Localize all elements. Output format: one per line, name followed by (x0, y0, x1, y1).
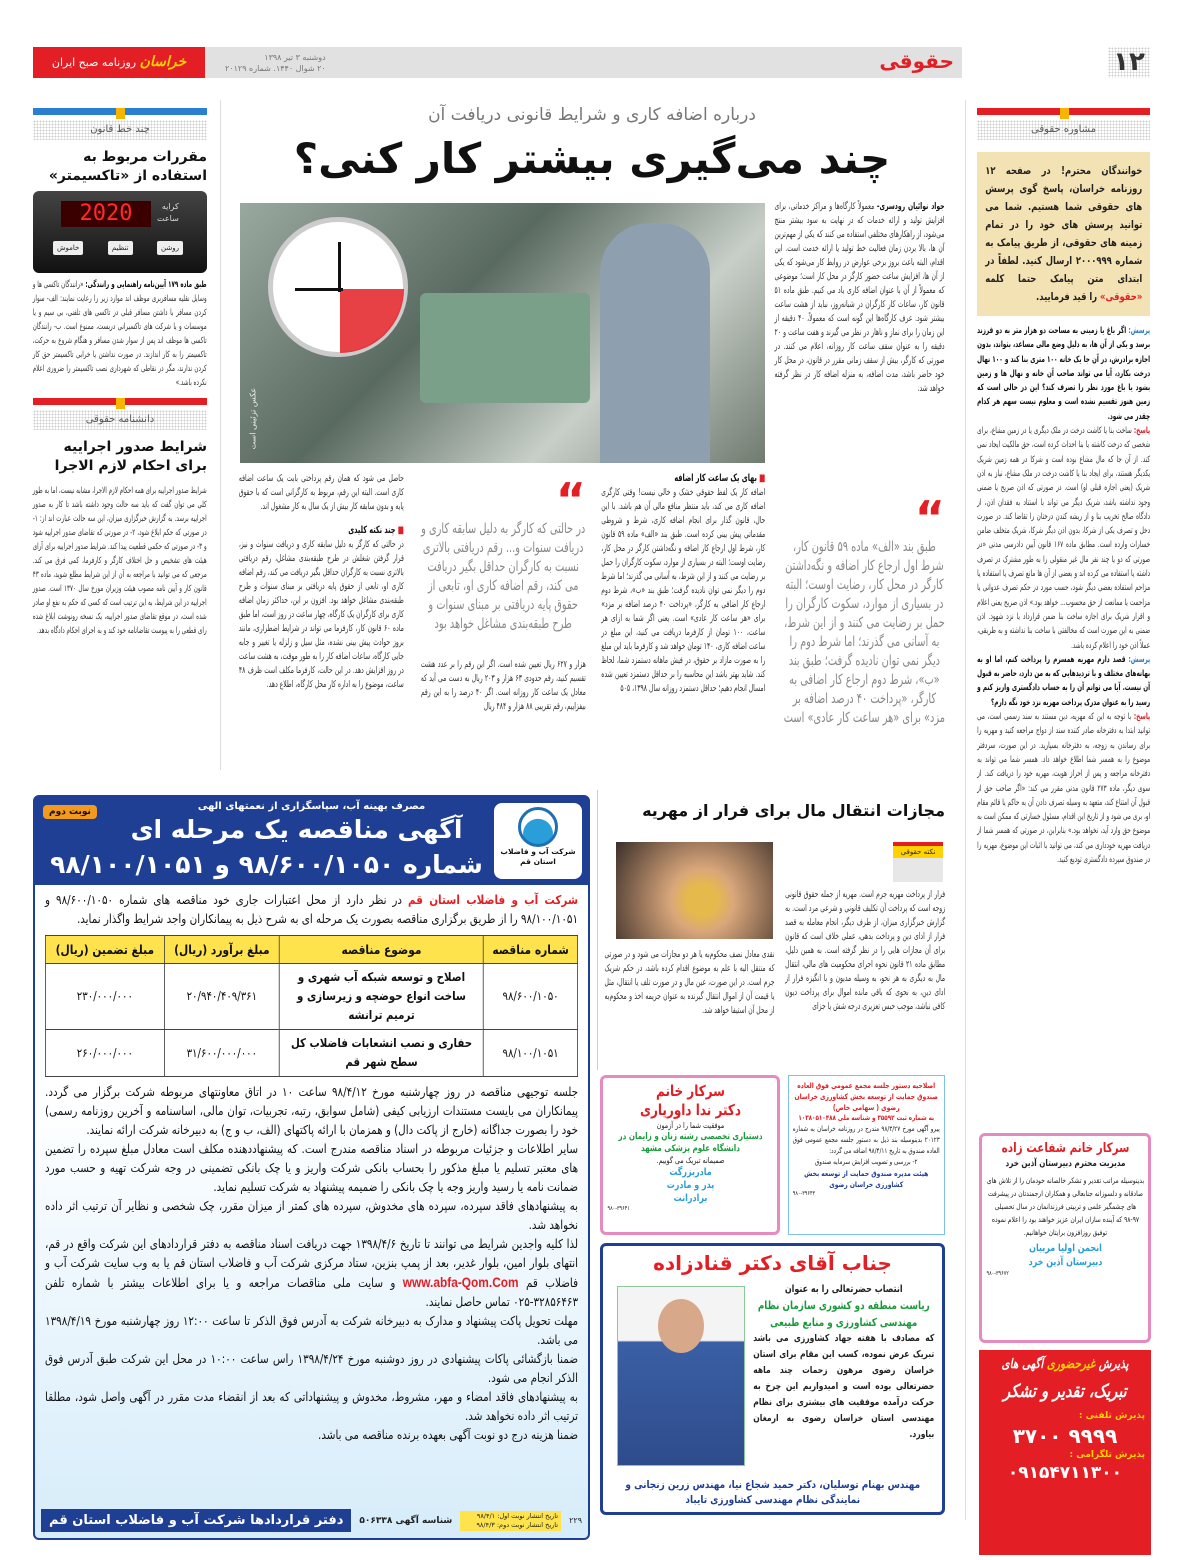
contracts-office: دفتر قراردادها شرکت آب و فاضلاب استان قم (41, 1509, 351, 1532)
author: جواد نوائیان رودسری- (877, 201, 945, 212)
banner-text: پذیرش (1095, 1357, 1129, 1372)
page-number-box (1108, 47, 1150, 78)
headline-enforcement: شرایط صدور اجراییه برای احکام لازم الاجرا (54, 439, 207, 474)
table-cell: ۲۰/۹۴۰/۴۰۹/۳۶۱ (164, 964, 279, 1030)
ad-acceptance-banner (979, 1350, 1151, 1555)
ad-line: برادرانت (673, 1193, 707, 1204)
banner-text: تبریک، تقدیر و تشکر (1003, 1381, 1127, 1402)
pull-quote: طبق بند «الف» ماده ۵۹ قانون کار، شرط اول ارجاع کار اضافه و نگه‌داشتن کارگر در محل کار، رضایت اوست؛ البته در بسیاری از موارد، سکوت کارگران را حمل بر رضایت می کنند و از این شرط، به آسانی می گذرند؛ اما شرط دوم را دیگر نمی توان نادیده گرفت؛ طبق بند «ب»، شرط دوم ارجاع کار اضافی به کارگر، «پرداخت ۴۰ درصد اضافه بر مزد» برای «هر ساعت کار عادی» است (783, 539, 945, 726)
column-header: مبلغ تضمین (ریال) (45, 936, 164, 964)
ad-line: دکتر ندا داوریاری (639, 1101, 741, 1119)
ad-title: اصلاحیه دستور جلسه مجمع عمومی فوق العاده صندوق حمایت از توسعه بخش کشاورزی خراسان رضوی ( سهامی خاص) (794, 1081, 939, 1112)
right-column (977, 108, 1150, 867)
section-label: چند خط قانون (33, 120, 207, 140)
ad-code: ۹۸۰-۳۹۶۴۱ (607, 1205, 630, 1212)
machine-shape (420, 293, 590, 403)
subheading: چند نکته کلیدی (348, 525, 396, 536)
photo-credit: عکس تزئینی است (248, 387, 258, 450)
portrait-photo (617, 1286, 745, 1466)
column-header: شماره مناقصه (483, 936, 577, 964)
question-text: اگر باغ یا زمینی به مساحت دو هزار متر به دو فرزند برسد و یکی از آن ها، به دلیل وضع مالی مساعد، بتواند، بدون اجازه برادرش، در آن جا یک خانه ۱۰۰ متری بنا کند و ۱۰۰ نهال درخت بکارد، آیا می تواند صاحب آن خانه و نهال ها و زمین بشود یا باغ مورد نظر را تصرف کند؟ این در حالی است که زمین هنوز تقسیم نشده است و معلوم نیست سهم هر کدام چقدر می شود. (977, 326, 1150, 422)
ad-line: ریاست منطقه دو کشوری سازمان نظام مهندسی کشاورزی و منابع طبیعی (757, 1299, 930, 1329)
article-photo (240, 203, 765, 463)
ad-body: پیرو آگهی مورخ ۹۸/۳/۲۷ مندرج در روزنامه خراسان به شماره ۲۰۱۲۳ بدینوسیله بند ذیل به دستور جلسه مجمع عمومی فوق العاده صندوق به تاریخ ۹۸/۴/۱۱ اضافه می گردد: (793, 1125, 940, 1155)
phone-number: ۳۷۰۰ ۹۹۹۹ (1012, 1424, 1118, 1448)
article-kicker: درباره اضافه کاری و شرایط قانونی دریافت آن (428, 105, 756, 125)
banner-highlight: غیرحضوری (1046, 1357, 1096, 1372)
ad-line: مدیریت محترم دبیرستان آذین خرد (1005, 1159, 1125, 1169)
tender-paragraph: مهلت تحویل پاکت پیشنهاد و مدارک به دبیرخانه شرکت به آدرس فوق الذکر تا ساعت ۱۲:۰۰ روز چهارشنبه مورخ ۱۳۹۸/۴/۱۹ می باشد. (45, 1314, 578, 1347)
taximeter-label: کرایه (161, 202, 179, 211)
column-divider (597, 790, 598, 1070)
question-label: پرسش: (1128, 654, 1151, 665)
lead-text: طبق ماده ۱۷۹ آیین‌نامه راهنمایی و رانندگی: (85, 280, 207, 290)
mahrieh-title: مجازات انتقال مال برای فرار از مهریه (642, 801, 945, 820)
section-bar (33, 108, 207, 115)
taximeter-button: روشن (157, 241, 183, 255)
body-text: نقدی معادل نصف محکوم‌به یا هر دو مجازات می شود و در صورتی که منتقل الیه با علم به موضوع اقدام کرده باشد، در حکم شریک جرم است. در این صورت، عین مال و در صورت تلف یا انتقال، مثل یا قیمت آن از اموال انتقال گیرنده به عنوان جریمه اخذ و محکوم‌به از محل آن استیفا خواهد شد. (605, 949, 775, 1016)
question-text: قصد دارم مهریه همسرم را پرداخت کنم، اما او به بهانه‌های مختلف و با تردیدهایی که به من دارد، حاضر به قبول آن نیست. آیا می توانم آن را به حساب دادگستری واریز کنم و رسید را به عنوان مدرک پرداخت مهریه نزد خود نگه دارم؟ (977, 654, 1150, 708)
table-row (45, 1030, 577, 1077)
article-title: چند می‌گیری بیشتر کار کنی؟ (293, 134, 891, 183)
ad-line: صمیمانه تبریک می گوییم. (656, 1156, 724, 1165)
water-drop-icon (518, 807, 558, 847)
table-row (45, 964, 577, 1030)
issue-date: دوشنبه ۳ تیر ۱۳۹۸ (264, 53, 326, 62)
round-badge: نوبت دوم (43, 805, 97, 819)
paper-name: خراسان (139, 54, 187, 70)
section-title: حقوقی (879, 49, 954, 73)
section-label: دانشنامه حقوقی (33, 410, 207, 430)
body-text: حاصل می شود که همان رقم پرداختی بابت یک ساعت اضافه کاری است. البته این رقم، مربوط به کارگرانی است که با حقوق پایه و بدون سابقه کار بیش از یک سال به کار مشغول اند. (239, 473, 404, 512)
phone-label: پذیرش تلفنی : (1078, 1411, 1145, 1421)
ad-line: دستیاری تخصصی رشته زنان و زایمان در دانشگاه علوم پزشکی مشهد (617, 1132, 763, 1154)
publish-dates: تاریخ انتشار نوبت اول: ۹۸/۴/۱ تاریخ انتشار نوبت دوم: ۹۸/۴/۳ (460, 1511, 561, 1531)
tender-paragraph: به پیشنهادهای فاقد سپرده، سپرده های مخدوش، سپرده های کمتر از میزان مقرر، چک شخصی و نظایر آن ترتیب اثر داده نخواهد شد. (45, 1199, 578, 1232)
table-cell: ۲۶۰/۰۰۰/۰۰۰ (45, 1030, 164, 1077)
tender-paragraph: و سایت ملی مناقصات مراجعه و یا برای اطلاعات بیشتر با شماره تلفن ۳۲۸۵۶۴۶۳-۰۲۵ تماس حاصل نمایند. (45, 1276, 578, 1309)
answer-text: با توجه به این که مهریه، دین مستند به سند رسمی است، می توانید ابتدا به دفترخانه صادر کننده سند از دواج مراجعه کنید و مهریه را برای رساندن به زوجه، به دفترخانه بسپارید. در این صورت، سردفتر موضوع را به همسر شما اطلاع خواهد داد. همسر شما می تواند به دفترخانه مراجعه و پس از احراز هویت، مهریه خود را دریافت کند. از سوی دیگر، ماده ۲۷۳ قانون مدنی مقرر می کند: «اگر صاحب حق از قبول آن امتناع کند، متعهد به وسیله تصرف دادن آن به حاکم یا قائم مقام او، بری می شود و از تاریخ این اقدام، مسئول خسارتی که ممکن است به موضوع حق وارد آید، نخواهد بود.» بنابراین، در صورتی که همسر شما از دریافت مهریه خودداری می کند، می توانید با اثبات این موضوع، مهریه را در صندوق سپرده دادگستری تودیع کنید. (977, 712, 1150, 865)
table-cell: ۲۳۰/۰۰۰/۰۰۰ (45, 964, 164, 1030)
ad-code: ۹۸۰-۳۹۶۴۳ (793, 1190, 816, 1197)
notice-keyword: «حقوقی» (1099, 291, 1142, 303)
ad-line: به شماره ثبت ۳۵۵۹۲ و شناسه ملی ۱۰۳۸۰۵۱۰۴۸۸ (798, 1114, 935, 1122)
congrats-ad-ghanadzadeh (600, 1243, 945, 1515)
ad-line: مادربزرگت (668, 1167, 712, 1178)
notice-text: را قید فرمایید. (1035, 291, 1100, 303)
left-column (33, 108, 207, 638)
banner-text: آگهی های (1001, 1357, 1047, 1372)
body-text: اضافه کار یک لفظ حقوقی خشک و خالی نیست! وقتی کارگری اضافه کاری می کند، باید منتظر منافع مالی آن هم باشد. با این حال، قانون گذار برای انجام اضافه کاری، شرط و شروطی مقدماتی پیش بینی کرده است. طبق بند «الف» ماده ۵۹ قانون کار، شرط اول ارجاع کار اضافه و نگه‌داشتن کارگر در محل کار، رضایت اوست؛ البته در بسیاری از موارد، سکوت کارگران را حمل بر رضایت می کنند و از این شرط، به آسانی می گذرند؛ اما شرط دوم را دیگر نمی توان نادیده گرفت؛ طبق بند «ب»، شرط دوم ارجاع کار اضافی به کارگر، «پرداخت ۴۰ درصد اضافه بر مزد» برای «هر ساعت کار عادی» است. یعنی اگر شما به ازای هر ساعت، ۱۰۰ تومان از کارفرما دریافت می کنید، این مبلغ در ساعت اضافه کاری، ۱۴۰ تومان خواهد شد و کارفرما باید این مبلغ را به صورت مازاد بر حقوق، در فیش ماهانه دستمزد شما، لحاظ کند. شاید بهتر باشد این محاسبه را بر حداقل دستمزد تعیین شده امسال انجام دهیم؛ حداقل دستمزد روزانه سال ۱۳۹۸، ۵۰۵ (601, 487, 766, 694)
thanks-ad-shafaat (979, 1133, 1151, 1343)
answer-label: پاسخ: (1133, 426, 1151, 437)
masthead-logo (33, 47, 205, 78)
body-text: «رانندگان تاکسی ها و وسایل نقلیه مسافربری موظف اند موارد زیر را رعایت نمایند: الف- سوار کردن مسافر با داشتن مسافر قبلی در تاکسی های تلفنی، بی سیم و یا موسسات و یا شرکت های تاکسیرانی دربست، ممنوع است. ب- رانندگان تاکسی ها موظف اند پس از سوار شدن مسافر و هنگام شروع به حرکت، تاکسیمتر را به کار اندازند. در صورت نداشتن یا خرابی تاکسیمتر حق کار کردن ندارند، مگر در نقاطی که شهرداری نصب تاکسیمتر را ضروری اعلام نکرده باشد.» (33, 280, 207, 388)
tender-footer (35, 1505, 588, 1538)
tender-paragraph: جلسه توجیهی مناقصه در روز چهارشنبه مورخ ۹۸/۴/۱۲ ساعت ۱۰ در اتاق معاونتهای مربوطه شرکت برگزار می گردد. پیمانکاران می بایست مستندات ارزیابی کیفی (شامل سوابق، رتبه، تجربیات، توان مالی، اساسنامه و آخرین روزنامه رسمی) خود را بصورت جداگانه (خارج از پاکت دال) و همزمان با ارائه پاکتهای (الف، ب و ج) به دبیرخانه شرکت ارائه نمایند. (45, 1085, 579, 1137)
subheading: بهای یک ساعت کار اضافه (674, 473, 757, 484)
answer-text: ساخت بنا یا کاشت درخت در ملک دیگری یا در زمین مشاع، برای شخصی که درخت کاشته یا بنا احداث کرده است، حق مالکیت ایجاد نمی کند. از آن جا که مال مشاع بوده است و شرکا در همه زمین شریک یکدیگر هستند، برای ایجاد بنا یا کاشت درخت در ملک مشاع، نیاز به اذن شریک (یعنی اجازه قبلی او) است. در صورتی که اذن صریح یا ضمنی وجود نداشته باشد، شریک دیگر می تواند با استناد به فقدان اذن، از دادگاه صالح تخریب بنا و از ریشه کندن درختان را تقاضا کند. در صورت دخل و تصرف یکی از شرکا، بدون اذن دیگر شرکا، شریک متخلف ضامن خسارات وارده است. مطابق ماده ۱۶۷ قانون آیین دادرسی مدنی «در صورتی که دو یا چند نفر مال غیر منقولی را به طور مشترک در تصرف داشته یا استفاده می کرده اند و بعضی از آن ها مانع تصرف یا استفاده یا مزاحم استفاده بعضی دیگر شود، حسب مورد در حکم تصرف عدوانی یا مزاحمت یا ممانعت از حق محسوب... خواهد بود.» اذن صریح یعنی اعلام و اقرار شریک برای اجازه ساخت بنا ضمن قرارداد یا نزد شهود. اذن ضمنی به این صورت است که مخالفتی با ساخت بنا نداشته و به طریقی، عملاً اذن خود را اعلام کرده باشد. (977, 426, 1151, 651)
slogan: مصرف بهینه آب، سپاسگزاری از نعمتهای الهی (197, 801, 426, 812)
ad-line: سرکار خانم (655, 1082, 725, 1100)
body-text: در حالتی که کارگر به دلیل سابقه کاری و دریافت سنوات و نیز، قرار گرفتن شغلش در طرح طبقه‌بندی مشاغل، رقم دریافتی بالاتری نسبت به کارگران حداقل بگیر دریافت می کند، رقم اضافه کاری او، تابعی از حقوق پایه دریافتی بر مبنای سنوات و طرح طبقه‌بندی مشاغل خواهد بود. افزون بر این، حداکثر زمان اضافه کاری برای کارگران یک کارگاه، چهار ساعت در روز است، اما طبق ماده ۶۰ قانون کار، کارفرما می تواند در شرایط اضطراری، مانند بروز حوادث پیش بینی نشده، مثل سیل و زلزله یا تغییر و جابه جایی کارگاه، ساعات اضافه کار را به طور موقت، به هشت ساعت در روز افزایش دهد. در این حالت، کارفرما مکلف است ظرف ۴۸ ساعت، موضوع را به اداره کار محل کارگاه، اطلاع دهد. (239, 539, 405, 690)
website-link[interactable]: www.abfa-Qom.Com (402, 1274, 519, 1290)
ad-signature: هیئت مدیره صندوق حمایت از توسعه بخش کشاورزی خراسان رضوی (804, 1169, 929, 1189)
coins-photo (616, 842, 773, 939)
quote-icon: “ (914, 491, 945, 545)
ad-signature: انجمن اولیا مربیان (1028, 1243, 1102, 1254)
pull-quote: در حالتی که کارگر به دلیل سابقه کاری و دریافت سنوات و... رقم دریافتی بالاتری نسبت به کارگران حداقل بگیر دریافت می کند، رقم اضافه کاری او، تابعی از حقوق پایه دریافتی بر مبنای سنوات و طرح طبقه‌بندی مشاغل خواهد بود (421, 521, 586, 632)
tender-title: آگهی مناقصه یک مرحله ای (130, 815, 463, 844)
company-name: شرکت آب و فاضلاب استان قم (407, 893, 578, 907)
tag-label: نکته حقوقی (893, 846, 943, 858)
header-bar (205, 47, 962, 78)
column-divider (220, 100, 221, 770)
table-cell: ۹۸/۶۰۰/۱۰۵۰ (483, 964, 577, 1030)
tender-paragraph: لذا کلیه واجدین شرایط می توانند تا تاریخ ۱۳۹۸/۴/۶ جهت دریافت اسناد مناقصه به دفتر قراردادهای این شرکت واقع در قم، انتهای بلوار امین، بلوار غدیر، بعد از پمپ بنزین، ستاد مرکزی شرکت آب و فاضلاب استان قم یا به وب سایت شرکت آب و فاضلاب قم (45, 1237, 579, 1290)
ad-signature: مهندس بهنام توسلیان، دکتر حمید شجاع نیا، مهندس زرین زنجانی و نمایندگی نظام مهندسی کشاورزی تایباد (625, 1479, 920, 1506)
ad-signature: دبیرستان آذین خرد (1028, 1257, 1102, 1268)
issue-number: ۲۰ شوال ۱۴۴۰. شماره ۲۰۱۲۹ (225, 64, 326, 73)
page-number: ۱۲ (1113, 47, 1145, 77)
ad-body: بدینوسیله مراتب تقدیر و تشکر خالصانه خودمان را از تلاش های صادقانه و دلسوزانه جنابعالی و همکاران ارجمندتان در پیشرفت های چشمگیر علمی و تربیتی فرزندانمان در سال تحصیلی ۹۷-۹۸ که آینده سازان ایران عزیز خواهند بود را اعلام نموده توفیق روزافزون برایتان خواهانیم. (986, 1176, 1144, 1237)
ad-line: موفقیت شما را در آزمون (656, 1121, 724, 1130)
table-cell: اصلاح و توسعه شبکه آب شهری و ساخت انواع حوضچه و زیرسازی و ترمیم ترانشه (279, 964, 483, 1030)
column-header: موضوع مناقصه (279, 936, 483, 964)
ad-line: ۲- بررسی و تصویب افزایش سرمایه صندوق (815, 1158, 918, 1166)
paper-tagline: روزنامه صبح ایران (51, 56, 137, 69)
table-cell: ۹۸/۱۰۰/۱۰۵۱ (483, 1030, 577, 1077)
worker-figure (600, 223, 710, 463)
tag-box (893, 842, 943, 882)
reader-notice (977, 152, 1150, 316)
question-label: پرسش: (1128, 326, 1151, 336)
tender-intro: در نظر دارد از محل اعتبارات جاری خود مناقصه های شماره ۹۸/۶۰۰/۱۰۵۰ و ۹۸/۱۰۰/۱۰۵۱ را از طریق برگزاری مناقصه بصورت یک مرحله ای به شرح ذیل به پیمانکاران واجد شرایط واگذار نماید. (45, 893, 578, 926)
tender-paragraph: ضمنا هزینه درج دو نوبت آگهی بعهده برنده مناقصه می باشد. (318, 1428, 578, 1442)
logo-text: شرکت آب و فاضلاب استان قم (500, 847, 576, 866)
taximeter-button: تنظیم (108, 241, 133, 255)
notice-text: خوانندگان محترم! در صفحه ۱۲ روزنامه خراسان، پاسخ گوی پرسش های حقوقی شما هستیم. شما می توانید پرسش های خود را در تمام زمینه های حقوقی، از طریق پیامک به شماره ۲۰۰۰۹۹۹ ارسال کنید. لطفاً در ابتدای متن پیامک حتما کلمه (985, 165, 1142, 285)
article-intro: معمولاً کارگاه‌ها و مراکز خدماتی، برای افزایش تولید و ارائه خدمات که در نهایت به سود بیشتر منتج می‌شود، از راهکارهای مختلفی استفاده می کنند که یکی از مهم‌ترین آن ها، بالا بردن زمان فعالیت خط تولید یا ارائه خدمت است. این اقدام، البته باعث بروز برخی عوارض در روابط کار می‌شود که یکی از آن ها، افزایش ساعت حضور کارگر در محل کار است؛ موضوعی که معمولاً از آن با عنوان اضافه کاری یاد می کنیم. طبق ماده ۵۱ قانون کار، ساعات کار کارگران در شبانه‌روز، نباید از هشت ساعت بیشتر شود. عرف کارگاه‌ها این گونه است که معمولاً، ۴۰ دقیقه از این زمان را برای نماز و ناهار در نظر می گیرند و هفت ساعت و ۲۰ دقیقه را به عنوان سقف ساعت کار روزانه، اعلام می کنند. در صورتی که کارگر، بیش از سقف زمانی مقرر در قانون، در محل کار خود حاضر باشد، مدت اضافه، به منزله اضافه کار در نظر گرفته خواهد شد. (775, 201, 945, 394)
tender-paragraph: سایر اطلاعات و جزئیات مربوطه در اسناد مناقصه مندرج است. که پیشنهاددهنده مکلف است معادل مبلغ سپرده را تضمین های معتبر تسلیم یا مبلغ مذکور را بحساب بانکی شرکت واریز و یا چک بانکی تضمینی در وجه شرکت تهیه و حسب مورد ضمانت نامه یا رسید واریز وجه یا چک بانکی را ضمیمه پیشنهاد به شرکت تسلیم نماید. (45, 1142, 578, 1194)
taximeter-image (33, 191, 207, 273)
answer-label: پاسخ: (1133, 712, 1151, 723)
tender-table (45, 935, 578, 1077)
body-text: هزار و ۶۲۷ ریال تعیین شده است. اگر این رقم را بر عدد هشت تقسیم کنید، رقم حدودی ۶۳ هزار و ۲۰۳ ریال به دست می آید که معادل یک ساعت کار روزانه است. اگر ۴۰ درصد را به این رقم بیفزاییم، رقم تقریبی ۸۸ هزار و ۴۸۴ ریال (421, 659, 586, 712)
taximeter-label: ساعت (157, 214, 179, 223)
ad-title: سرکار خانم شفاعت زاده (1001, 1141, 1129, 1156)
column-divider (965, 100, 966, 1520)
tender-number: شماره ۹۸/۶۰۰/۱۰۵۰ و ۹۸/۱۰۰/۱۰۵۱ (50, 850, 483, 879)
ad-body: که مصادف با هفته جهاد کشاورزی می باشد تبریک عرض نموده، کسب این مقام برای استان خراسان رضوی مرهون زحمات چند ماهه حضرتعالی بوده است و امیدواریم این چرخ به حرکت درآمده موفقیت های بیشتری برای نظام مهندسی استان خراسان رضوی به ارمغان بیاورد. (753, 1333, 934, 1440)
telegram-number: ۰۹۱۵۴۷۱۱۳۰۰ (1007, 1463, 1123, 1483)
ad-id: شناسه آگهی ۵۰۶۳۳۸ (359, 1515, 453, 1526)
tender-header (35, 797, 588, 885)
tender-paragraph: ضمنا بازگشائی پاکات پیشنهادی در روز دوشنبه مورخ ۱۳۹۸/۴/۲۴ راس ساعت ۱۰:۰۰ در محل این شرکت طبق آدرس فوق الذکر انجام می شود. (45, 1352, 578, 1385)
ad-line: انتصاب حضرتعالی را به عنوان (784, 1284, 903, 1295)
quote-icon: “ (555, 473, 586, 527)
ad-code: ۲۲۹ (569, 1516, 582, 1525)
body-text: شرایط صدور اجراییه برای همه احکام لازم الاجرا، مشابه نیست، اما به طور کلی می توان گفت که باید سه حالت وجود داشته باشد تا کار به صدور اجراییه برسد. به گزارش خبرگزاری میزان، این سه حالت عبارت اند از: ۱- در صورتی که حکم ابلاغ شود، ۲- در صورتی که تقاضای صدور اجراییه شود و ۳- در صورتی که حکمی قطعیت پیدا کند. شرایط صدور اجراییه برای آرای هیئت های تشخیص و حل اختلاف کارگر و کارفرما، کمی فرق می کند. مرجعی که می توانید با مراجعه به آن از این شرایط مطلع شوید، ماده ۴۳ قانون کار و آیین نامه مصوب هیئت وزیران مورخ سال ۱۳۷۰ است. صدور اجراییه در این شرایط، به این ترتیب است که کسی که حکم به نفع او صادر شده است، در موقع تقاضای صدور اجراییه، یک نسخه رونوشت ابلاغ شده رای قطعی را به پیوست تقاضانامه خود کند و به اجرای احکام دادگاه بدهد. (33, 486, 208, 636)
fund-notice-ad (788, 1075, 945, 1235)
ad-code: ۹۸۰-۳۹۶۷۲ (986, 1270, 1009, 1277)
tender-ad (33, 795, 590, 1540)
congrats-ad-davaryari (600, 1075, 780, 1235)
body-text: فرار از پرداخت مهریه جرم است. مهریه از جمله حقوق قانونی زوجه است که پرداخت آن تکلیف قانونی و شرعی مرد است. به گزارش خبرگزاری میزان، از طرف دیگر، انجام معامله به قصد فرار از ادای دین و پرداخت بدهی، عملی خلاف است که قانون برای آن مجازات هایی را در نظر گرفته است. به همین دلیل، مطابق ماده ۲۱ قانون نحوه اجرای محکومیت های مالی، انتقال مال به دیگری به هر نحو، به وسیله مدیون و با انگیزه فرار از ادای دین، به نحوی که باقی مانده اموال برای پرداخت دیون کافی نباشد، موجب حبس تعزیری درجه شش یا جزای (785, 889, 945, 1012)
column-header: مبلغ برآورد (ریال) (164, 936, 279, 964)
taximeter-display: 2020 (61, 201, 151, 227)
section-label: مشاوره حقوقی (977, 120, 1150, 140)
company-logo (494, 803, 582, 879)
headline-taximeter: مقررات مربوط به استفاده از «تاکسیمتر» (48, 149, 207, 184)
section-bar (977, 108, 1150, 115)
tender-paragraph: به پیشنهادهای فاقد امضاء و مهر، مشروط، مخدوش و پیشنهاداتی که بعد از انقضاء مدت مقرر در آگهی واصل شود، مطلقا ترتیب اثر داده نخواهد شد. (45, 1390, 578, 1423)
taximeter-button: خاموش (53, 241, 83, 255)
table-cell: حفاری و نصب انشعابات فاضلاب کل سطح شهر قم (279, 1030, 483, 1077)
ad-line: پدر و مادرت (666, 1180, 714, 1191)
telegram-label: پذیرش تلگرامی : (1069, 1450, 1145, 1460)
table-cell: ۳۱/۶۰۰/۰۰۰/۰۰۰ (164, 1030, 279, 1077)
clock-icon (268, 217, 408, 357)
section-bar (33, 398, 207, 405)
ad-title: جناب آقای دکتر قنادزاده (653, 1251, 892, 1275)
